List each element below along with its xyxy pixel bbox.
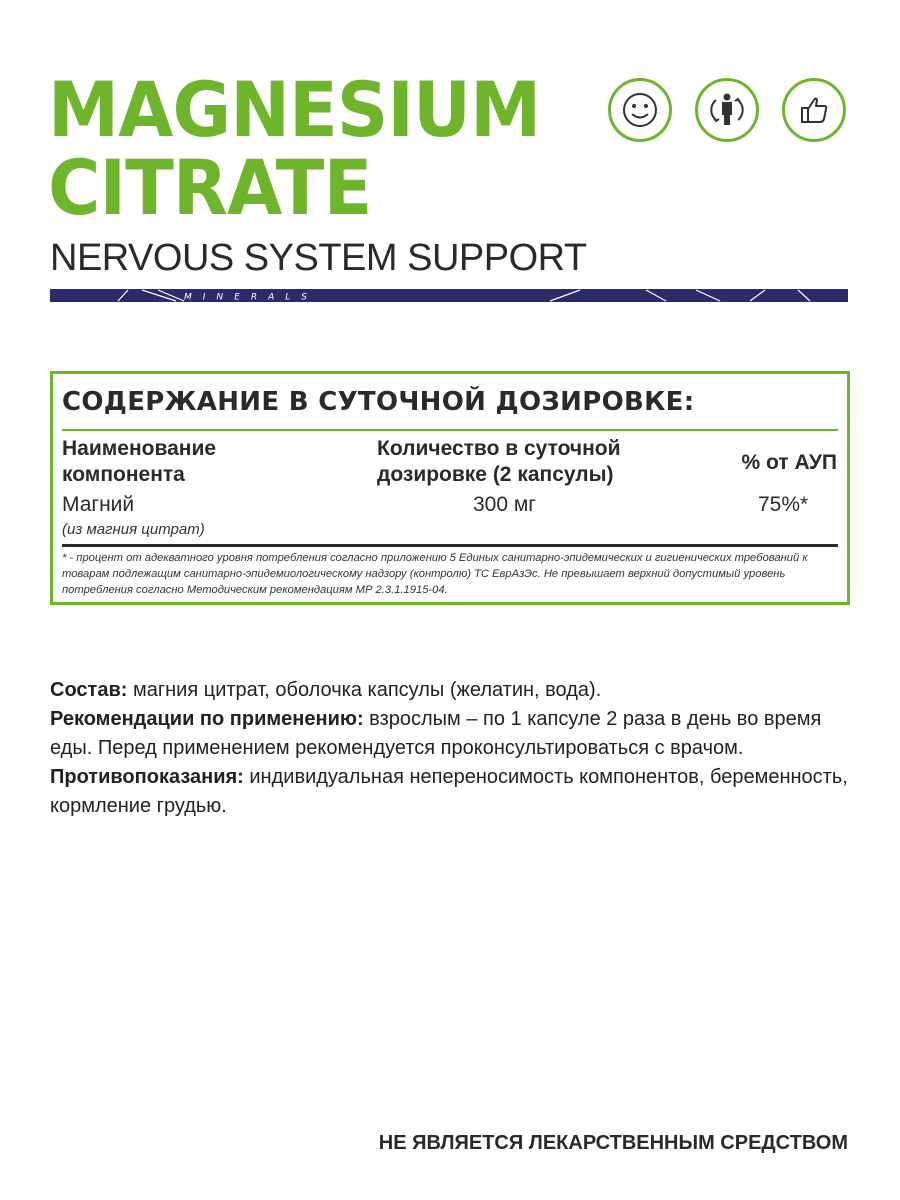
usage-text: взрослым – по 1 капсуле 2 раза в день во время еды. Перед применением рекомендуется проконсультироваться с врачом. [50, 708, 822, 759]
composition-text: магния цитрат, оболочка капсулы (желатин, вода). [127, 679, 602, 701]
composition [50, 676, 850, 705]
row-component-source: (из магния цитрат) [62, 521, 205, 538]
panel-divider [62, 429, 838, 431]
row-component-quantity: 300 мг [473, 493, 536, 516]
composition-label: Состав: [50, 679, 128, 701]
contraindications-text: индивидуальная непереносимость компонентов, беременность, кормление грудью. [50, 766, 848, 817]
thumb-badge [782, 78, 846, 142]
row-component-name: Магний [62, 493, 135, 516]
body-badge [695, 78, 759, 142]
column-header-name: Наименование компонента [62, 437, 217, 486]
column-header-quantity: Количество в суточной дозировке (2 капсулы) [377, 437, 621, 486]
disclaimer: НЕ ЯВЛЯЕТСЯ ЛЕКАРСТВЕННЫМ СРЕДСТВОМ [378, 1132, 848, 1154]
product-subtitle: NERVOUS SYSTEM SUPPORT [50, 237, 587, 279]
footnote-divider [62, 544, 838, 547]
footnote: * - процент от адекватного уровня потребления согласно приложению 5 Единых санитарно-эпидемических и гигиенических требований к товарам подлежащим санитарно-эпидемиологическому надзору (контролю) ТС ЕврАзЭс. Не превышает верхний допустимый уровень потребления согласно Методическим рекомендациям МР 2.3.1.1915-04. [62, 552, 808, 596]
smile-icon [620, 90, 660, 130]
usage [50, 705, 850, 763]
usage-label: Рекомендации по применению: [50, 708, 364, 730]
category-label: MINERALS [184, 292, 318, 302]
daily-dosage-panel [50, 371, 850, 605]
category-banner [50, 289, 848, 302]
product-title-line-1: MAGNESIUM [48, 65, 541, 154]
human-body-icon [705, 88, 749, 132]
thumbs-up-icon [794, 90, 834, 130]
contraindications-label: Противопоказания: [50, 766, 244, 788]
column-header-percent: % от АУП [741, 451, 837, 474]
smile-badge [608, 78, 672, 142]
contraindications [50, 763, 850, 821]
product-info [50, 676, 850, 821]
row-component-percent: 75%* [758, 493, 809, 516]
product-title-line-2: CITRATE [48, 143, 372, 232]
panel-title: СОДЕРЖАНИЕ В СУТОЧНОЙ ДОЗИРОВКЕ: [62, 387, 695, 417]
